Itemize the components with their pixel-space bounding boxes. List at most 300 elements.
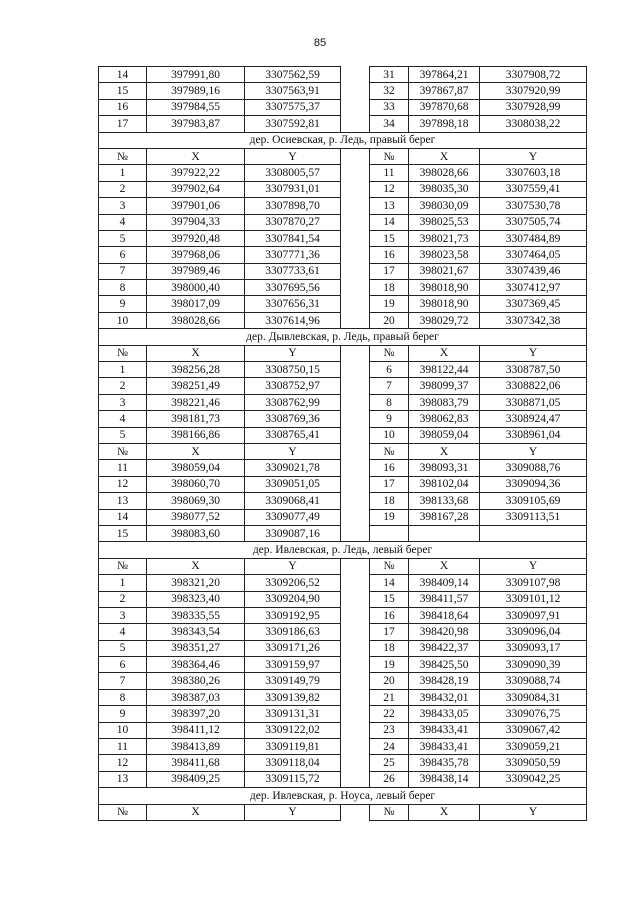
column-header-y: Y [480, 558, 587, 574]
y-coordinate: 3309068,41 [245, 493, 341, 509]
y-coordinate: 3307575,37 [245, 99, 341, 115]
y-coordinate: 3309149,79 [245, 673, 341, 689]
x-coordinate: 397989,16 [147, 83, 245, 99]
x-coordinate: 397901,06 [147, 198, 245, 214]
section-title: дер. Осиевская, р. Ледь, правый берег [99, 132, 587, 148]
y-coordinate: 3307505,74 [480, 214, 587, 230]
gap-cell [341, 280, 370, 296]
x-coordinate: 398409,14 [409, 575, 480, 591]
table-row [99, 214, 587, 230]
point-number: 22 [370, 706, 409, 722]
table-row [99, 394, 587, 410]
header-row [99, 345, 587, 361]
y-coordinate: 3307562,59 [245, 67, 341, 83]
point-number: 3 [99, 394, 147, 410]
x-coordinate: 398021,73 [409, 230, 480, 246]
point-number [370, 525, 409, 541]
y-coordinate: 3309119,81 [245, 739, 341, 755]
point-number: 14 [370, 214, 409, 230]
gap-cell [341, 247, 370, 263]
x-coordinate: 398018,90 [409, 280, 480, 296]
y-coordinate: 3309084,31 [480, 689, 587, 705]
table-row [99, 296, 587, 312]
y-coordinate: 3309051,05 [245, 476, 341, 492]
x-coordinate: 398018,90 [409, 296, 480, 312]
x-coordinate: 398397,20 [147, 706, 245, 722]
section-title: дер. Ивлевская, р. Ноуса, левый берег [99, 788, 587, 804]
point-number: 17 [99, 116, 147, 132]
x-coordinate: 398435,78 [409, 755, 480, 771]
table-row [99, 263, 587, 279]
point-number: 18 [370, 640, 409, 656]
point-number: 9 [99, 706, 147, 722]
section-title-row [99, 329, 587, 345]
table-row [99, 657, 587, 673]
point-number: 31 [370, 67, 409, 83]
column-header-n: № [370, 148, 409, 164]
x-coordinate: 397870,68 [409, 99, 480, 115]
point-number: 6 [99, 657, 147, 673]
table-row [99, 739, 587, 755]
gap-cell [341, 67, 370, 83]
y-coordinate: 3307464,05 [480, 247, 587, 263]
x-coordinate: 398000,40 [147, 280, 245, 296]
section-title-row [99, 788, 587, 804]
x-coordinate: 398351,27 [147, 640, 245, 656]
gap-cell [341, 771, 370, 787]
y-coordinate: 3307614,96 [245, 312, 341, 328]
column-header-y: Y [245, 558, 341, 574]
x-coordinate: 398420,98 [409, 624, 480, 640]
gap-cell [341, 558, 370, 574]
point-number: 12 [99, 755, 147, 771]
table-row [99, 460, 587, 476]
x-coordinate: 398077,52 [147, 509, 245, 525]
x-coordinate: 398256,28 [147, 362, 245, 378]
point-number: 16 [370, 247, 409, 263]
point-number: 19 [370, 296, 409, 312]
y-coordinate: 3309076,75 [480, 706, 587, 722]
y-coordinate: 3309097,91 [480, 607, 587, 623]
x-coordinate: 398181,73 [147, 411, 245, 427]
y-coordinate: 3309171,26 [245, 640, 341, 656]
header-row [99, 443, 587, 459]
x-coordinate: 398083,79 [409, 394, 480, 410]
y-coordinate: 3307530,78 [480, 198, 587, 214]
y-coordinate: 3307898,70 [245, 198, 341, 214]
table-row [99, 673, 587, 689]
x-coordinate: 398433,05 [409, 706, 480, 722]
y-coordinate: 3307920,99 [480, 83, 587, 99]
x-coordinate: 398059,04 [147, 460, 245, 476]
x-coordinate: 398411,68 [147, 755, 245, 771]
point-number: 2 [99, 378, 147, 394]
column-header-x: X [147, 345, 245, 361]
y-coordinate: 3309107,98 [480, 575, 587, 591]
point-number: 15 [99, 525, 147, 541]
y-coordinate: 3307931,01 [245, 181, 341, 197]
column-header-n: № [99, 345, 147, 361]
x-coordinate: 397898,18 [409, 116, 480, 132]
y-coordinate: 3307603,18 [480, 165, 587, 181]
point-number: 14 [99, 67, 147, 83]
table-row [99, 230, 587, 246]
point-number: 16 [99, 99, 147, 115]
table-row [99, 624, 587, 640]
gap-cell [341, 263, 370, 279]
y-coordinate: 3308871,05 [480, 394, 587, 410]
x-coordinate: 397864,21 [409, 67, 480, 83]
point-number: 19 [370, 657, 409, 673]
column-header-y: Y [245, 345, 341, 361]
column-header-y: Y [245, 804, 341, 820]
x-coordinate: 398023,58 [409, 247, 480, 263]
x-coordinate: 398029,72 [409, 312, 480, 328]
y-coordinate: 3309113,51 [480, 509, 587, 525]
point-number: 6 [99, 247, 147, 263]
x-coordinate: 398433,41 [409, 739, 480, 755]
y-coordinate: 3309096,04 [480, 624, 587, 640]
x-coordinate: 397867,87 [409, 83, 480, 99]
point-number: 5 [99, 230, 147, 246]
y-coordinate: 3309118,04 [245, 755, 341, 771]
x-coordinate: 397989,46 [147, 263, 245, 279]
point-number: 5 [99, 640, 147, 656]
table-row [99, 640, 587, 656]
point-number: 4 [99, 624, 147, 640]
gap-cell [341, 476, 370, 492]
column-header-y: Y [480, 804, 587, 820]
x-coordinate: 398364,46 [147, 657, 245, 673]
header-row [99, 558, 587, 574]
x-coordinate: 398025,53 [409, 214, 480, 230]
header-row [99, 148, 587, 164]
point-number: 33 [370, 99, 409, 115]
gap-cell [341, 493, 370, 509]
table-row [99, 83, 587, 99]
x-coordinate: 398422,37 [409, 640, 480, 656]
gap-cell [341, 312, 370, 328]
y-coordinate: 3309088,76 [480, 460, 587, 476]
y-coordinate: 3309088,74 [480, 673, 587, 689]
y-coordinate: 3309021,78 [245, 460, 341, 476]
x-coordinate: 398062,83 [409, 411, 480, 427]
point-number: 14 [99, 509, 147, 525]
gap-cell [341, 591, 370, 607]
x-coordinate: 398167,28 [409, 509, 480, 525]
point-number: 4 [99, 214, 147, 230]
point-number: 2 [99, 181, 147, 197]
column-header-y: Y [245, 443, 341, 459]
x-coordinate: 398411,57 [409, 591, 480, 607]
gap-cell [341, 673, 370, 689]
x-coordinate: 398083,60 [147, 525, 245, 541]
point-number: 23 [370, 722, 409, 738]
y-coordinate: 3309115,72 [245, 771, 341, 787]
column-header-y: Y [480, 345, 587, 361]
y-coordinate: 3309192,95 [245, 607, 341, 623]
x-coordinate: 398428,19 [409, 673, 480, 689]
point-number: 15 [370, 591, 409, 607]
point-number: 1 [99, 165, 147, 181]
x-coordinate: 398122,44 [409, 362, 480, 378]
x-coordinate: 397902,64 [147, 181, 245, 197]
y-coordinate: 3307563,91 [245, 83, 341, 99]
gap-cell [341, 525, 370, 541]
x-coordinate: 398418,64 [409, 607, 480, 623]
y-coordinate: 3307559,41 [480, 181, 587, 197]
point-number: 21 [370, 689, 409, 705]
point-number: 11 [99, 739, 147, 755]
y-coordinate: 3307771,36 [245, 247, 341, 263]
point-number: 9 [370, 411, 409, 427]
y-coordinate: 3308765,41 [245, 427, 341, 443]
column-header-n: № [99, 558, 147, 574]
gap-cell [341, 722, 370, 738]
gap-cell [341, 198, 370, 214]
table-row [99, 165, 587, 181]
table-row [99, 591, 587, 607]
gap-cell [341, 509, 370, 525]
y-coordinate: 3309122,02 [245, 722, 341, 738]
table-row [99, 771, 587, 787]
y-coordinate: 3309077,49 [245, 509, 341, 525]
x-coordinate: 398099,37 [409, 378, 480, 394]
y-coordinate: 3309206,52 [245, 575, 341, 591]
coordinates-table [98, 66, 587, 821]
table-row [99, 280, 587, 296]
point-number: 5 [99, 427, 147, 443]
y-coordinate: 3307484,89 [480, 230, 587, 246]
y-coordinate: 3307870,27 [245, 214, 341, 230]
gap-cell [341, 657, 370, 673]
column-header-x: X [409, 345, 480, 361]
point-number: 13 [99, 771, 147, 787]
x-coordinate: 398059,04 [409, 427, 480, 443]
gap-cell [341, 296, 370, 312]
column-header-x: X [409, 804, 480, 820]
gap-cell [341, 804, 370, 820]
table-row [99, 607, 587, 623]
column-header-n: № [99, 804, 147, 820]
x-coordinate: 397991,80 [147, 67, 245, 83]
table-row [99, 362, 587, 378]
y-coordinate: 3307342,38 [480, 312, 587, 328]
point-number: 8 [99, 280, 147, 296]
point-number: 17 [370, 476, 409, 492]
point-number: 20 [370, 312, 409, 328]
y-coordinate: 3307841,54 [245, 230, 341, 246]
point-number: 17 [370, 263, 409, 279]
y-coordinate: 3307695,56 [245, 280, 341, 296]
y-coordinate: 3309042,25 [480, 771, 587, 787]
point-number: 18 [370, 493, 409, 509]
x-coordinate: 398425,50 [409, 657, 480, 673]
gap-cell [341, 116, 370, 132]
column-header-x: X [147, 443, 245, 459]
point-number: 3 [99, 607, 147, 623]
x-coordinate: 398323,40 [147, 591, 245, 607]
gap-cell [341, 689, 370, 705]
column-header-x: X [409, 558, 480, 574]
y-coordinate: 3308005,57 [245, 165, 341, 181]
point-number: 7 [99, 263, 147, 279]
point-number: 25 [370, 755, 409, 771]
x-coordinate: 397968,06 [147, 247, 245, 263]
table-row [99, 116, 587, 132]
table-row [99, 509, 587, 525]
point-number: 12 [99, 476, 147, 492]
point-number: 1 [99, 575, 147, 591]
column-header-x: X [147, 804, 245, 820]
table-row [99, 67, 587, 83]
y-coordinate: 3307908,72 [480, 67, 587, 83]
point-number: 1 [99, 362, 147, 378]
point-number: 9 [99, 296, 147, 312]
column-header-x: X [409, 443, 480, 459]
x-coordinate: 398221,46 [147, 394, 245, 410]
y-coordinate: 3309094,36 [480, 476, 587, 492]
gap-cell [341, 214, 370, 230]
gap-cell [341, 443, 370, 459]
x-coordinate: 397920,48 [147, 230, 245, 246]
y-coordinate: 3308822,06 [480, 378, 587, 394]
point-number: 8 [99, 689, 147, 705]
y-coordinate: 3309204,90 [245, 591, 341, 607]
table-row [99, 378, 587, 394]
table-row [99, 722, 587, 738]
gap-cell [341, 83, 370, 99]
gap-cell [341, 362, 370, 378]
gap-cell [341, 165, 370, 181]
x-coordinate: 398438,14 [409, 771, 480, 787]
y-coordinate: 3307439,46 [480, 263, 587, 279]
gap-cell [341, 230, 370, 246]
table-row [99, 427, 587, 443]
x-coordinate: 398060,70 [147, 476, 245, 492]
gap-cell [341, 394, 370, 410]
y-coordinate: 3308762,99 [245, 394, 341, 410]
gap-cell [341, 640, 370, 656]
gap-cell [341, 427, 370, 443]
table-row [99, 706, 587, 722]
section-title: дер. Дывлевская, р. Ледь, правый берег [99, 329, 587, 345]
table-row [99, 689, 587, 705]
x-coordinate: 398380,26 [147, 673, 245, 689]
point-number: 8 [370, 394, 409, 410]
gap-cell [341, 460, 370, 476]
y-coordinate: 3309186,63 [245, 624, 341, 640]
x-coordinate: 398069,30 [147, 493, 245, 509]
point-number: 26 [370, 771, 409, 787]
gap-cell [341, 411, 370, 427]
x-coordinate: 398030,09 [409, 198, 480, 214]
x-coordinate: 398343,54 [147, 624, 245, 640]
y-coordinate: 3308924,47 [480, 411, 587, 427]
point-number: 3 [99, 198, 147, 214]
x-coordinate: 398335,55 [147, 607, 245, 623]
y-coordinate: 3307733,61 [245, 263, 341, 279]
gap-cell [341, 755, 370, 771]
y-coordinate: 3309139,82 [245, 689, 341, 705]
point-number: 7 [370, 378, 409, 394]
gap-cell [341, 181, 370, 197]
y-coordinate: 3309059,21 [480, 739, 587, 755]
y-coordinate: 3309087,16 [245, 525, 341, 541]
x-coordinate: 398321,20 [147, 575, 245, 591]
column-header-n: № [370, 558, 409, 574]
y-coordinate: 3308750,15 [245, 362, 341, 378]
point-number: 19 [370, 509, 409, 525]
y-coordinate: 3309101,12 [480, 591, 587, 607]
column-header-n: № [370, 443, 409, 459]
x-coordinate: 398251,49 [147, 378, 245, 394]
gap-cell [341, 624, 370, 640]
column-header-y: Y [480, 148, 587, 164]
gap-cell [341, 99, 370, 115]
point-number: 18 [370, 280, 409, 296]
gap-cell [341, 739, 370, 755]
x-coordinate [409, 525, 480, 541]
point-number: 13 [99, 493, 147, 509]
column-header-n: № [99, 148, 147, 164]
table-row [99, 181, 587, 197]
column-header-x: X [409, 148, 480, 164]
table-row [99, 198, 587, 214]
x-coordinate: 398133,68 [409, 493, 480, 509]
point-number: 13 [370, 198, 409, 214]
table-row [99, 312, 587, 328]
point-number: 4 [99, 411, 147, 427]
y-coordinate [480, 525, 587, 541]
section-title: дер. Ивлевская, р. Ледь, левый берег [99, 542, 587, 558]
x-coordinate: 398387,03 [147, 689, 245, 705]
column-header-n: № [370, 804, 409, 820]
point-number: 20 [370, 673, 409, 689]
section-title-row [99, 542, 587, 558]
y-coordinate: 3307412,97 [480, 280, 587, 296]
y-coordinate: 3307656,31 [245, 296, 341, 312]
column-header-x: X [147, 558, 245, 574]
point-number: 16 [370, 460, 409, 476]
point-number: 32 [370, 83, 409, 99]
y-coordinate: 3309067,42 [480, 722, 587, 738]
x-coordinate: 398028,66 [147, 312, 245, 328]
page-number: 85 [313, 37, 327, 49]
x-coordinate: 398035,30 [409, 181, 480, 197]
y-coordinate: 3309050,59 [480, 755, 587, 771]
column-header-y: Y [245, 148, 341, 164]
column-header-x: X [147, 148, 245, 164]
y-coordinate: 3309105,69 [480, 493, 587, 509]
header-row [99, 804, 587, 820]
table-row [99, 411, 587, 427]
gap-cell [341, 378, 370, 394]
table-row [99, 755, 587, 771]
point-number: 6 [370, 362, 409, 378]
section-title-row [99, 132, 587, 148]
point-number: 2 [99, 591, 147, 607]
point-number: 7 [99, 673, 147, 689]
gap-cell [341, 706, 370, 722]
x-coordinate: 398028,66 [409, 165, 480, 181]
x-coordinate: 398102,04 [409, 476, 480, 492]
table-row [99, 525, 587, 541]
y-coordinate: 3308752,97 [245, 378, 341, 394]
y-coordinate: 3307928,99 [480, 99, 587, 115]
y-coordinate: 3307592,81 [245, 116, 341, 132]
x-coordinate: 398166,86 [147, 427, 245, 443]
